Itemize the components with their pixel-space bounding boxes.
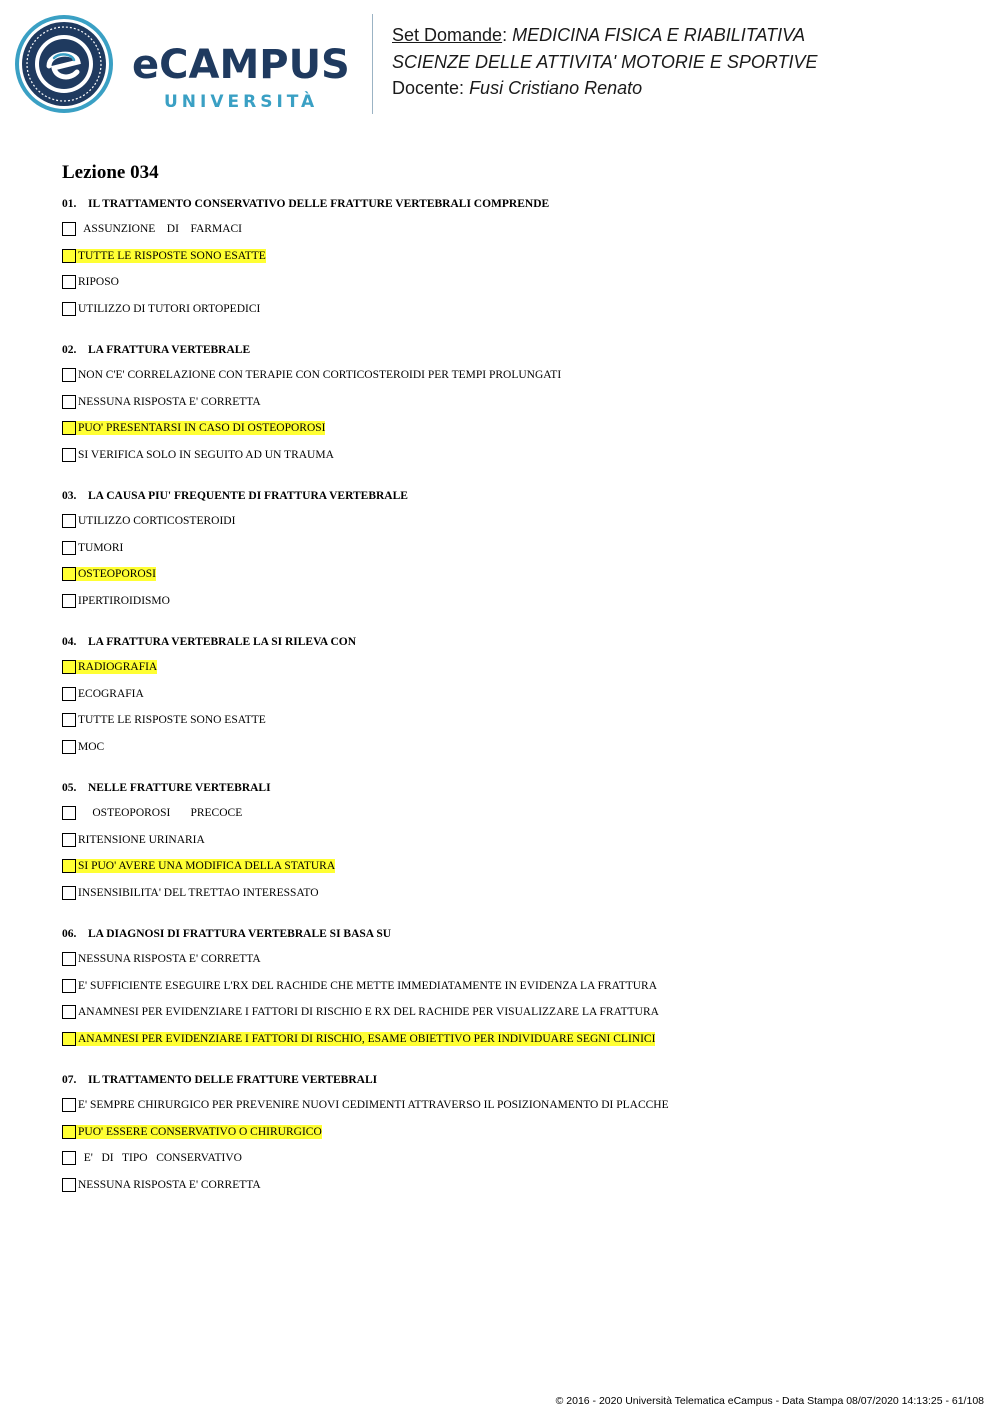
question-number: 06. [62,928,77,940]
answer-option [62,395,962,422]
set-title: MEDICINA FISICA E RIABILITATIVA [512,25,806,45]
question-block [62,196,962,328]
answer-line [62,980,657,992]
answer-option [62,1005,962,1032]
question-block [62,634,962,766]
answer-text: PUO' PRESENTARSI IN CASO DI OSTEOPOROSI [78,422,326,434]
answer-option [62,541,962,568]
answer-text: TUTTE LE RISPOSTE SONO ESATTE [78,714,266,726]
set-line: Set Domande: MEDICINA FISICA E RIABILITATIVA [392,25,806,45]
answer-text: INSENSIBILITA' DEL TRETTAO INTERESSATO [78,886,319,899]
checkbox-icon [62,275,76,289]
answer-text: E' SEMPRE CHIRURGICO PER PREVENIRE NUOVI CEDIMENTI ATTRAVERSO IL POSIZIONAMENTO DI PLACCHE [78,1099,669,1111]
question-number: 02. [62,344,77,356]
checkbox-icon [62,833,76,847]
answer-text: ASSUNZIONE DI FARMACI [78,223,242,235]
answer-option-correct [62,249,962,276]
answer-text: E' SUFFICIENTE ESEGUIRE L'RX DEL RACHIDE CHE METTE IMMEDIATAMENTE IN EVIDENZA LA FRATTURA [78,979,658,992]
question-text: LA DIAGNOSI DI FRATTURA VERTEBRALE SI BASA SU [88,928,392,940]
answer-option [62,740,962,767]
teacher-label: Docente: [392,78,465,98]
answer-text: ANAMNESI PER EVIDENZIARE I FATTORI DI RISCHIO, ESAME OBIETTIVO PER INDIVIDUARE SEGNI CLINICI [78,1032,656,1045]
question-title [62,926,962,942]
answer-line [62,953,261,965]
question-block [62,780,962,912]
answer-text: OSTEOPOROSI PRECOCE [78,807,243,819]
question-title [62,196,962,212]
answer-option-correct [62,660,962,687]
answer-text: NESSUNA RISPOSTA E' CORRETTA [78,395,261,408]
checkbox-icon [62,1178,76,1192]
question-text: IL TRATTAMENTO DELLE FRATTURE VERTEBRALI [88,1074,378,1086]
answer-text: ANAMNESI PER EVIDENZIARE I FATTORI DI RISCHIO E RX DEL RACHIDE PER VISUALIZZARE LA FRATTURA [78,1006,659,1018]
question-number: 05. [62,782,77,794]
question-number: 07. [62,1074,77,1086]
set-label: Set Domande [392,25,503,45]
answer-option [62,1098,962,1125]
teacher-line [392,75,818,102]
questions-list [62,196,962,1204]
ecampus-logo [14,14,360,118]
answer-text: TUMORI [78,541,124,554]
answer-text: NON C'E' CORRELAZIONE CON TERAPIE CON CORTICOSTEROIDI PER TEMPI PROLUNGATI [78,369,562,381]
checkbox-icon [62,687,76,701]
answer-line [62,542,123,554]
header-divider [372,14,373,114]
question-text: LA CAUSA PIU' FREQUENTE DI FRATTURA VERTEBRALE [88,490,408,502]
answer-text: PUO' ESSERE CONSERVATIVO O CHIRURGICO [78,1125,322,1138]
answer-option [62,1151,962,1178]
checkbox-icon [62,1151,76,1165]
checkbox-icon [62,395,76,409]
answer-option [62,594,962,621]
answer-option [62,687,962,714]
answer-line [62,1099,669,1111]
question-set [62,160,962,1218]
checkbox-icon [62,421,76,435]
checkbox-icon [62,806,76,820]
answer-text: MOC [78,740,105,753]
answer-option [62,275,962,302]
answer-text: NESSUNA RISPOSTA E' CORRETTA [78,953,261,965]
brand-sub-text: UNIVERSITÀ [164,92,319,112]
answer-option-correct [62,1032,962,1059]
answer-option [62,979,962,1006]
answer-option [62,302,962,329]
answer-text: RITENSIONE URINARIA [78,833,205,846]
lesson-title: Lezione 034 [62,162,159,183]
answer-highlight [62,1032,655,1046]
answer-text: OSTEOPOROSI [78,568,156,580]
answer-line [62,396,261,408]
answer-highlight [62,859,335,873]
answer-line [62,223,242,235]
answer-text: UTILIZZO CORTICOSTEROIDI [78,515,236,527]
question-title [62,780,962,796]
answer-option [62,713,962,740]
checkbox-icon [62,302,76,316]
answer-text: NESSUNA RISPOSTA E' CORRETTA [78,1178,261,1191]
answer-option [62,1178,962,1205]
answer-line [62,303,260,315]
checkbox-icon [62,660,76,674]
course-meta [392,22,818,102]
answer-text: E' DI TIPO CONSERVATIVO [78,1152,242,1164]
answer-option [62,514,962,541]
question-title [62,1072,962,1088]
answer-line [62,595,170,607]
answer-option [62,368,962,395]
checkbox-icon [62,541,76,555]
answer-line [62,515,235,527]
answer-text: ECOGRAFIA [78,687,144,700]
answer-highlight [62,249,266,263]
question-block [62,488,962,620]
question-text: NELLE FRATTURE VERTEBRALI [88,782,271,794]
question-block [62,926,962,1058]
page-header [0,0,1000,130]
question-block [62,342,962,474]
question-block [62,1072,962,1204]
checkbox-icon [62,952,76,966]
checkbox-icon [62,594,76,608]
answer-text: RIPOSO [78,276,119,288]
answer-line [62,714,266,726]
answer-option-correct [62,421,962,448]
answer-highlight [62,421,325,435]
answer-line [62,834,205,846]
checkbox-icon [62,886,76,900]
answer-option [62,833,962,860]
answer-text: UTILIZZO DI TUTORI ORTOPEDICI [78,302,261,315]
checkbox-icon [62,1032,76,1046]
answer-option [62,806,962,833]
checkbox-icon [62,1005,76,1019]
answer-highlight [62,567,156,581]
answer-option [62,952,962,979]
answer-option-correct [62,1125,962,1152]
checkbox-icon [62,740,76,754]
answer-line [62,1006,659,1018]
question-text: IL TRATTAMENTO CONSERVATIVO DELLE FRATTURE VERTEBRALI COMPRENDE [88,198,550,210]
checkbox-icon [62,448,76,462]
answer-option [62,448,962,475]
checkbox-icon [62,713,76,727]
answer-option-correct [62,567,962,594]
question-title [62,342,962,358]
brand-main-text: eCAMPUS [132,42,350,88]
answer-text: IPERTIROIDISMO [78,594,170,607]
question-number: 01. [62,198,77,210]
answer-option-correct [62,859,962,886]
answer-line [62,449,334,461]
answer-text: SI VERIFICA SOLO IN SEGUITO AD UN TRAUMA [78,448,334,461]
question-title [62,488,962,504]
answer-line [62,369,561,381]
checkbox-icon [62,222,76,236]
question-text: LA FRATTURA VERTEBRALE [88,344,251,356]
answer-text: RADIOGRAFIA [78,661,158,673]
answer-line [62,1152,242,1164]
answer-highlight [62,1125,322,1139]
teacher-name: Fusi Cristiano Renato [469,78,643,98]
checkbox-icon [62,859,76,873]
answer-line [62,276,119,288]
answer-line [62,741,104,753]
answer-highlight [62,660,157,674]
checkbox-icon [62,249,76,263]
question-title [62,634,962,650]
answer-text: SI PUO' AVERE UNA MODIFICA DELLA STATURA [78,860,336,872]
answer-line [62,807,242,819]
checkbox-icon [62,567,76,581]
set-subtitle: SCIENZE DELLE ATTIVITA' MOTORIE E SPORTIVE [392,51,818,72]
question-text: LA FRATTURA VERTEBRALE LA SI RILEVA CON [88,636,357,648]
checkbox-icon [62,1098,76,1112]
question-number: 04. [62,636,77,648]
answer-line [62,688,144,700]
answer-line [62,1179,261,1191]
checkbox-icon [62,368,76,382]
question-number: 03. [62,490,77,502]
answer-option [62,886,962,913]
page-footer: © 2016 - 2020 Università Telematica eCampus - Data Stampa 08/07/2020 14:13:25 - 61/108 [555,1395,984,1407]
checkbox-icon [62,1125,76,1139]
checkbox-icon [62,514,76,528]
answer-option [62,222,962,249]
answer-line [62,887,319,899]
answer-text: TUTTE LE RISPOSTE SONO ESATTE [78,249,266,262]
checkbox-icon [62,979,76,993]
